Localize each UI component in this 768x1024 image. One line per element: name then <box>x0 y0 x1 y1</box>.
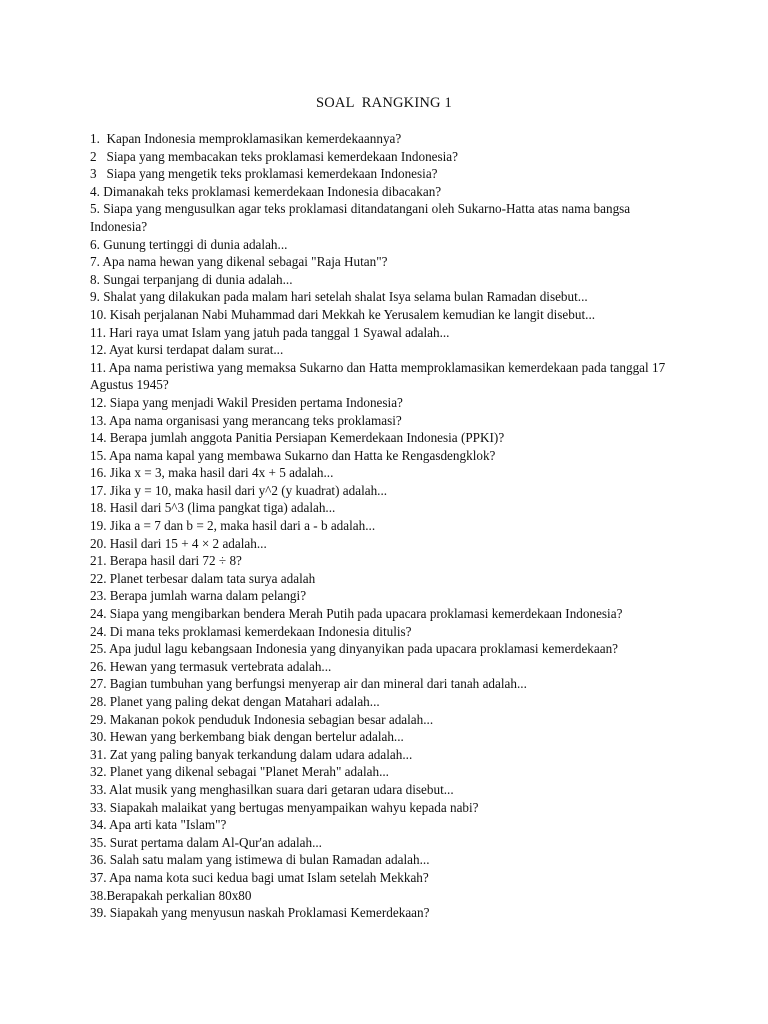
page-title: SOAL RANGKING 1 <box>316 95 452 111</box>
question-item: 6. Gunung tertinggi di dunia adalah... <box>90 236 288 252</box>
question-item: 9. Shalat yang dilakukan pada malam hari setelah shalat Isya selama bulan Ramadan disebut... <box>90 289 588 305</box>
question-list <box>90 130 690 922</box>
question-item: 4. Dimanakah teks proklamasi kemerdekaan Indonesia dibacakan? <box>90 183 442 199</box>
question-item: 2 Siapa yang membacakan teks proklamasi kemerdekaan Indonesia? <box>90 148 459 164</box>
question-item: 24. Di mana teks proklamasi kemerdekaan Indonesia ditulis? <box>90 623 412 639</box>
question-item: 24. Siapa yang mengibarkan bendera Merah Putih pada upacara proklamasi kemerdekaan Indonesia? <box>90 606 623 622</box>
question-item: 12. Siapa yang menjadi Wakil Presiden pertama Indonesia? <box>90 394 403 410</box>
question-item: 15. Apa nama kapal yang membawa Sukarno dan Hatta ke Rengasdengklok? <box>90 447 496 463</box>
question-item: 36. Salah satu malam yang istimewa di bulan Ramadan adalah... <box>90 852 430 868</box>
question-item: 7. Apa nama hewan yang dikenal sebagai "Raja Hutan"? <box>90 254 388 270</box>
question-item: 25. Apa judul lagu kebangsaan Indonesia yang dinyanyikan pada upacara proklamasi kemerdekaan? <box>90 641 619 657</box>
question-item: 32. Planet yang dikenal sebagai "Planet Merah" adalah... <box>90 764 389 780</box>
question-item: 28. Planet yang paling dekat dengan Matahari adalah... <box>90 694 380 709</box>
question-item: 14. Berapa jumlah anggota Panitia Persiapan Kemerdekaan Indonesia (PPKI)? <box>90 430 505 446</box>
question-item: 17. Jika y = 10, maka hasil dari y^2 (y kuadrat) adalah... <box>90 482 388 498</box>
question-item: 16. Jika x = 3, maka hasil dari 4x + 5 adalah... <box>90 465 334 481</box>
question-item: 5. Siapa yang mengusulkan agar teks proklamasi ditandatangani oleh Sukarno-Hatta atas nama bangsa Indonesia? <box>90 201 634 234</box>
question-item: 33. Alat musik yang menghasilkan suara dari getaran udara disebut... <box>90 781 454 797</box>
question-item: 10. Kisah perjalanan Nabi Muhammad dari Mekkah ke Yerusalem kemudian ke langit disebut... <box>90 306 596 322</box>
question-item: 20. Hasil dari 15 + 4 × 2 adalah... <box>90 535 267 551</box>
question-item: 31. Zat yang paling banyak terkandung dalam udara adalah... <box>90 746 413 762</box>
question-item: 13. Apa nama organisasi yang merancang teks proklamasi? <box>90 412 402 428</box>
question-item: 11. Apa nama peristiwa yang memaksa Sukarno dan Hatta memproklamasikan kemerdekaan pada tanggal 17 Agustus 1945? <box>90 359 668 393</box>
question-item: 35. Surat pertama dalam Al-Qur'an adalah... <box>90 834 322 850</box>
question-item: 37. Apa nama kota suci kedua bagi umat Islam setelah Mekkah? <box>90 869 429 885</box>
question-item: 19. Jika a = 7 dan b = 2, maka hasil dari a - b adalah... <box>90 518 376 534</box>
question-item: 8. Sungai terpanjang di dunia adalah... <box>90 271 293 287</box>
question-item: 33. Siapakah malaikat yang bertugas menyampaikan wahyu kepada nabi? <box>90 799 479 815</box>
question-item: 27. Bagian tumbuhan yang berfungsi menyerap air dan mineral dari tanah adalah... <box>90 676 527 692</box>
question-item: 39. Siapakah yang menyusun naskah Proklamasi Kemerdekaan? <box>90 905 430 921</box>
question-item: 21. Berapa hasil dari 72 ÷ 8? <box>90 553 242 569</box>
question-item: 1. Kapan Indonesia memproklamasikan kemerdekaannya? <box>90 131 402 146</box>
question-item: 30. Hewan yang berkembang biak dengan bertelur adalah... <box>90 729 404 745</box>
question-item: 29. Makanan pokok penduduk Indonesia sebagian besar adalah... <box>90 711 434 727</box>
question-item: 18. Hasil dari 5^3 (lima pangkat tiga) adalah... <box>90 500 336 516</box>
question-item: 26. Hewan yang termasuk vertebrata adalah... <box>90 658 332 674</box>
question-item: 38.Berapakah perkalian 80x80 <box>90 887 252 903</box>
question-item: 34. Apa arti kata "Islam"? <box>90 817 227 833</box>
question-item: 11. Hari raya umat Islam yang jatuh pada tanggal 1 Syawal adalah... <box>90 324 450 340</box>
question-item: 23. Berapa jumlah warna dalam pelangi? <box>90 588 307 604</box>
question-item: 22. Planet terbesar dalam tata surya adalah <box>90 570 316 586</box>
question-item: 3 Siapa yang mengetik teks proklamasi kemerdekaan Indonesia? <box>90 166 438 182</box>
question-item: 12. Ayat kursi terdapat dalam surat... <box>90 342 284 358</box>
